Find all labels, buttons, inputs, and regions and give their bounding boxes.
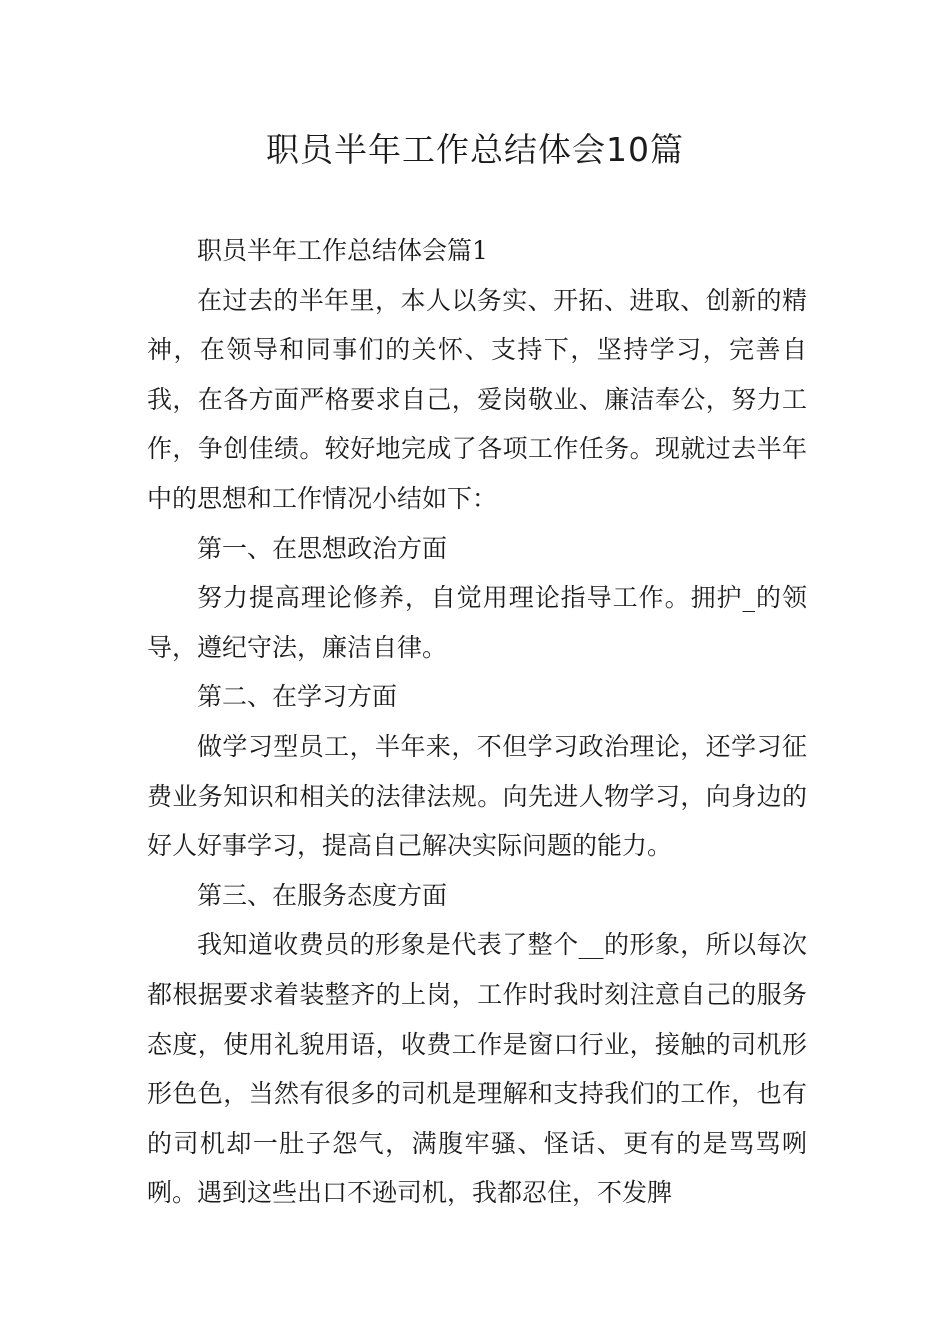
section-heading: 职员半年工作总结体会篇1 (197, 236, 488, 265)
sub-heading: 第一、在思想政治方面 (197, 533, 448, 563)
body-paragraph: 做学习型员工，半年来，不但学习政治理论，还学习征费业务知识和相关的法律法规。向先进人物学习，向身边的好人好事学习，提高自己解决实际问题的能力。 (147, 731, 807, 861)
document-title: 职员半年工作总结体会10篇 (266, 130, 684, 169)
sub-heading: 第三、在服务态度方面 (197, 880, 448, 910)
body-paragraph: 我知道收费员的形象是代表了整个__的形象，所以每次都根据要求着装整齐的上岗，工作时我时刻注意自己的服务态度，使用礼貌用语，收费工作是窗口行业，接触的司机形形色色，当然有很多的司机是理解和支持我们的工作，也有的司机却一肚子怨气，满腹牢骚、怪话、更有的是骂骂咧咧。遇到这些出口不逊司机，我都忍住，不发脾 (147, 930, 807, 1208)
body-paragraph: 在过去的半年里，本人以务实、开拓、进取、创新的精神，在领导和同事们的关怀、支持下，坚持学习，完善自我，在各方面严格要求自己，爱岗敬业、廉洁奉公，努力工作，争创佳绩。较好地完成了各项工作任务。现就过去半年中的思想和工作情况小结如下： (147, 285, 807, 513)
body-paragraph: 努力提高理论修养，自觉用理论指导工作。拥护_的领导，遵纪守法，廉洁自律。 (147, 583, 807, 662)
sub-heading: 第二、在学习方面 (197, 682, 398, 712)
document-body (147, 226, 807, 1218)
